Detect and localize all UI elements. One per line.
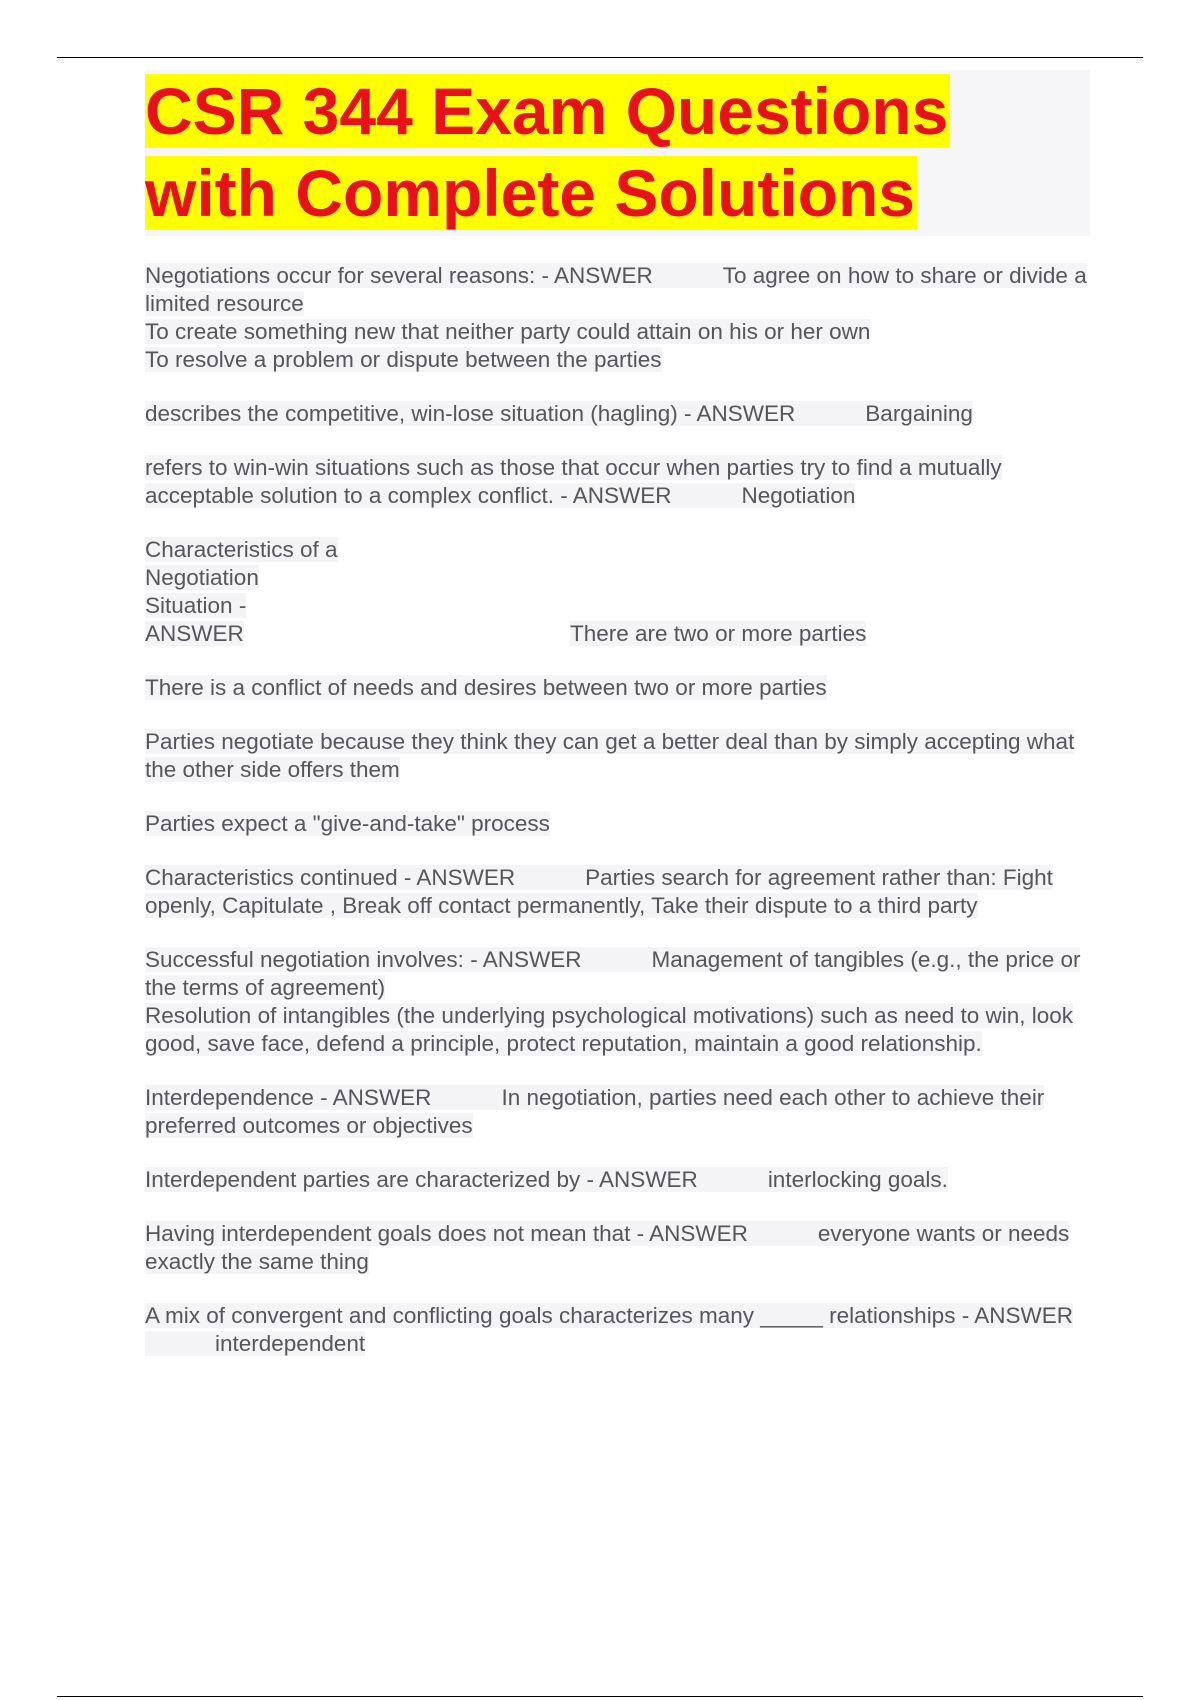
answer-text: interdependent [215, 1331, 366, 1356]
answer-text: Parties expect a "give-and-take" process [145, 811, 550, 836]
answer-tag: - ANSWER [636, 1221, 748, 1246]
question-text: Successful negotiation involves: [145, 947, 464, 972]
answer-tag: - ANSWER [403, 865, 516, 890]
qa-item-continued [145, 674, 1090, 702]
question-text: A mix of convergent and conflicting goals characterizes many _____ relationships [145, 1303, 956, 1328]
answer-text: There are two or more parties [570, 621, 867, 646]
title-box [145, 70, 1090, 236]
answer-text: Parties negotiate because they think they can get a better deal than by simply accepting what the other side offers them [145, 729, 1075, 782]
bottom-rule [57, 1696, 1143, 1697]
answer-text: interlocking goals. [767, 1167, 948, 1192]
question-text: refers to win-win situations such as those that occur when parties try to find a mutually acceptable solution to a complex conflict. [145, 455, 1002, 508]
answer-text: There is a conflict of needs and desires between two or more parties [145, 675, 827, 700]
document-body [145, 70, 1090, 1384]
question-text: Interdependent parties are characterized by [145, 1167, 581, 1192]
question-text: Having interdependent goals does not mean that [145, 1221, 631, 1246]
answer-tag: - ANSWER [961, 1303, 1073, 1328]
answer-tag: - ANSWER [470, 947, 582, 972]
answer-text: Negotiation [741, 483, 856, 508]
answer-text: Parties search for agreement rather than: Fight openly, Capitulate , Break off contact permanently, Take their dispute to a third party [145, 865, 1053, 918]
qa-item [145, 1084, 1090, 1140]
qa-item [145, 262, 1090, 374]
answer-text: Management of tangibles (e.g., the price or the terms of agreement) [145, 947, 1081, 1000]
qa-item [145, 1166, 1090, 1194]
answer-text: In negotiation, parties need each other to achieve their preferred outcomes or objectives [145, 1085, 1045, 1138]
answer-text: Resolution of intangibles (the underlying psychological motivations) such as need to win, look good, save face, defend a principle, protect reputation, maintain a good relationship. [145, 1003, 1074, 1056]
question-text: describes the competitive, win-lose situation (hagling) [145, 401, 678, 426]
answer-text: everyone wants or needs exactly the same thing [145, 1221, 1070, 1274]
question-text: Characteristics of a Negotiation Situation [145, 537, 338, 618]
qa-item [145, 400, 1090, 428]
answer-tag: - ANSWER [560, 483, 672, 508]
title-line-2: with Complete Solutions [145, 156, 915, 230]
answer-tag: - ANSWER [684, 401, 796, 426]
answer-text: To agree on how to share or divide a limited resource [145, 263, 1087, 316]
qa-item-continued [145, 728, 1090, 784]
question-text: Characteristics continued [145, 865, 398, 890]
answer-tag: - ANSWER [145, 593, 247, 646]
question-text: Negotiations occur for several reasons: [145, 263, 536, 288]
answer-text: Bargaining [865, 401, 973, 426]
answer-tag: - ANSWER [320, 1085, 432, 1110]
answer-tag: - ANSWER [541, 263, 653, 288]
answer-tag: - ANSWER [586, 1167, 698, 1192]
question-text: Interdependence [145, 1085, 314, 1110]
answer-text: To create something new that neither party could attain on his or her own [145, 319, 871, 344]
qa-item [145, 536, 1090, 648]
qa-item [145, 1220, 1090, 1276]
qa-item [145, 1302, 1090, 1358]
title-line-1: CSR 344 Exam Questions [145, 74, 949, 148]
answer-text: To resolve a problem or dispute between the parties [145, 347, 662, 372]
qa-item-continued [145, 810, 1090, 838]
top-rule [57, 57, 1143, 58]
document-title [145, 70, 1090, 236]
qa-item [145, 864, 1090, 920]
qa-item [145, 946, 1090, 1058]
qa-item [145, 454, 1090, 510]
